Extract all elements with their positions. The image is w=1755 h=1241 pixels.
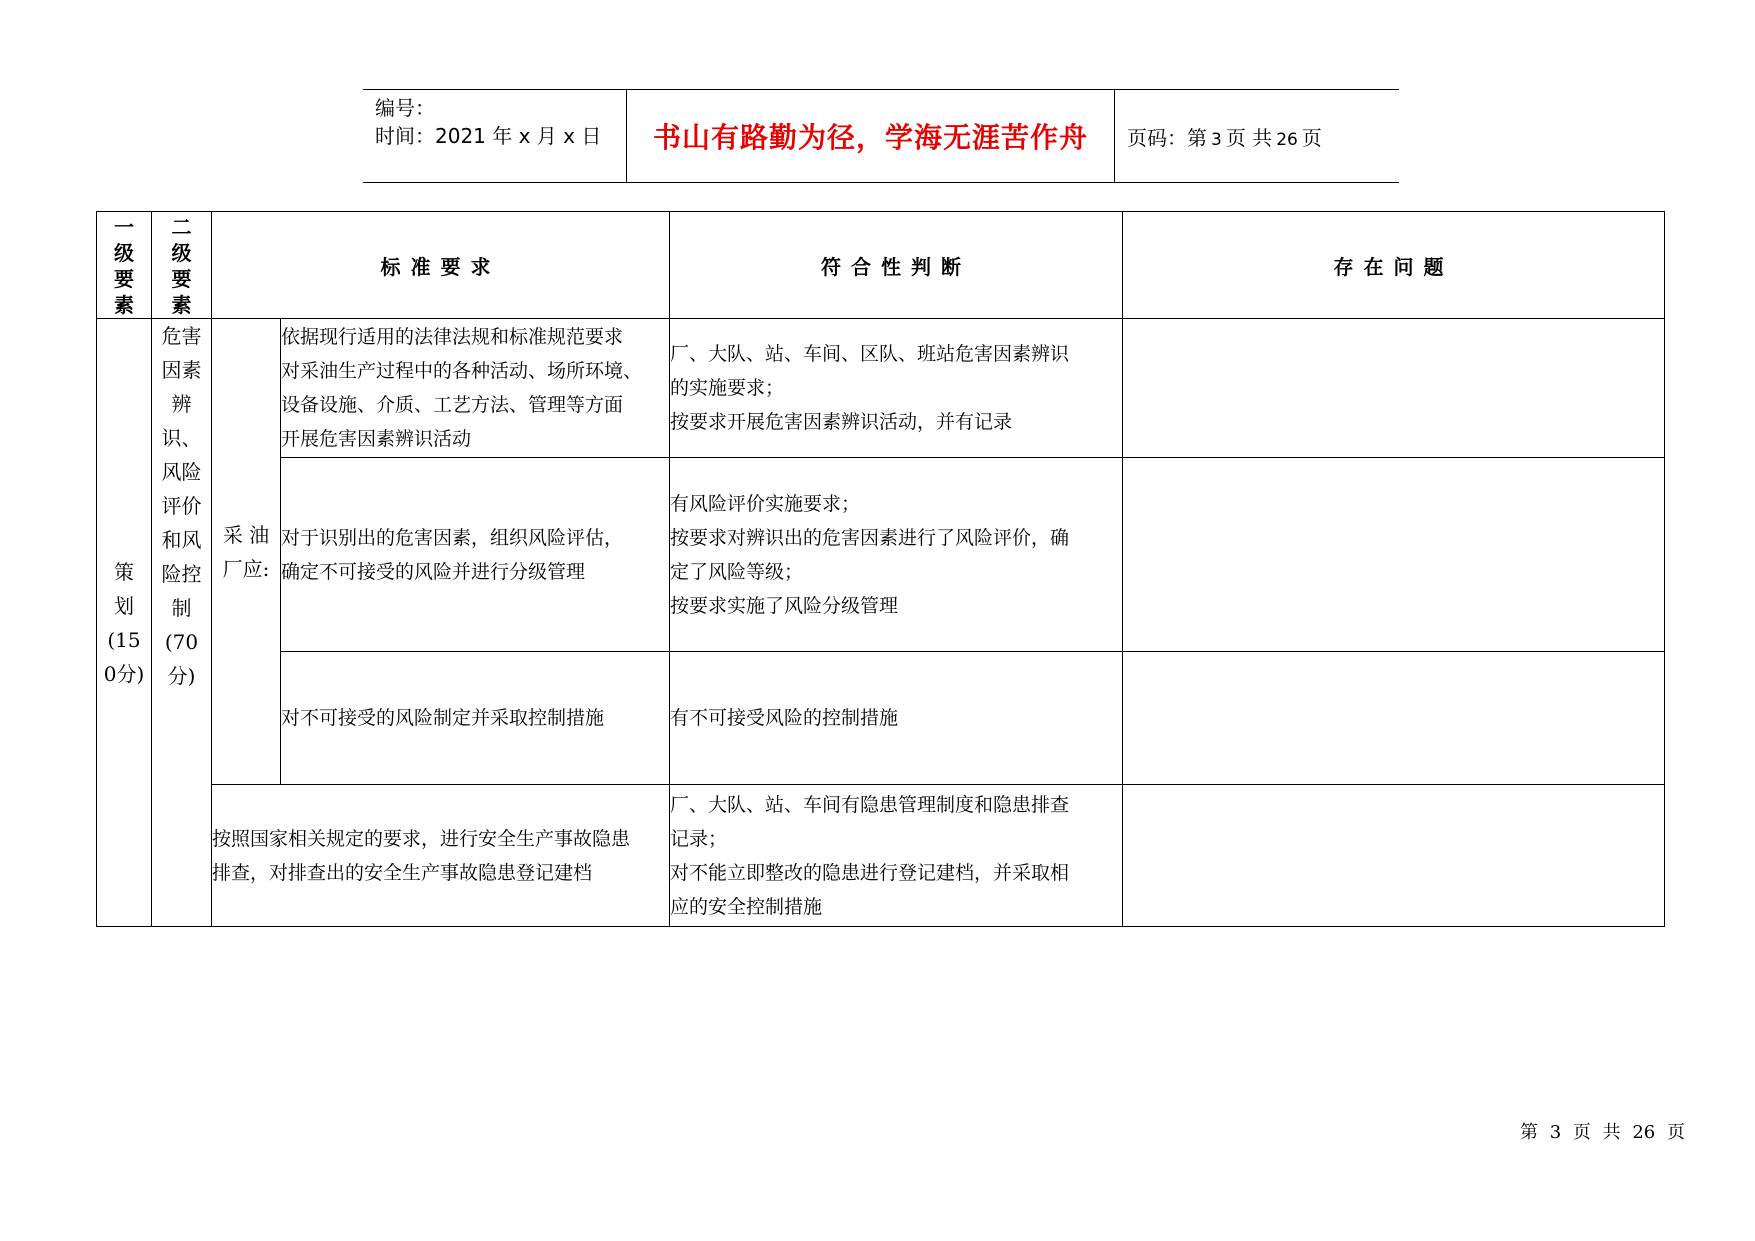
- subject-prefix-cell: 采 油 厂应:: [212, 319, 281, 785]
- issue-cell: [1123, 458, 1665, 652]
- table-row: [97, 785, 1665, 927]
- standard-cell: 对不可接受的风险制定并采取控制措施: [281, 652, 670, 785]
- page-indicator: 页码：第 3 页 共 26 页: [1127, 125, 1322, 150]
- motto-text: 书山有路勤为径，学海无涯苦作舟: [652, 121, 1088, 154]
- issue-cell: [1123, 652, 1665, 785]
- document-date: 时间：2021 年 x 月 x 日: [375, 124, 602, 148]
- table-row: [97, 652, 1665, 785]
- table-row: [97, 458, 1665, 652]
- issue-cell: [1123, 785, 1665, 927]
- issue-cell: [1123, 319, 1665, 458]
- conformity-cell: 有不可接受风险的控制措施: [670, 652, 1123, 785]
- document-header: [363, 89, 1399, 183]
- standard-cell: 依据现行适用的法律法规和标准规范要求 对采油生产过程中的各种活动、场所环境、 设备设施、介质、工艺方法、管理等方面 开展危害因素辨识活动: [281, 319, 670, 458]
- conformity-cell: 厂、大队、站、车间有隐患管理制度和隐患排查 记录； 对不能立即整改的隐患进行登记建档，并采取相 应的安全控制措施: [670, 785, 1123, 927]
- level1-element-cell: 策 划 (15 0分): [97, 319, 152, 927]
- header-conformity-judgment: 符合性判断: [670, 212, 1123, 319]
- standard-requirements-table: [96, 211, 1665, 927]
- standard-cell: 按照国家相关规定的要求，进行安全生产事故隐患 排查，对排查出的安全生产事故隐患登记建档: [212, 785, 670, 927]
- page-current: 3: [1211, 129, 1222, 150]
- header-existing-issues: 存在问题: [1123, 212, 1665, 319]
- header-motto-cell: [627, 90, 1115, 182]
- table-header-row: [97, 212, 1665, 319]
- header-page-cell: [1115, 90, 1399, 182]
- table-row: [97, 319, 1665, 458]
- conformity-cell: 厂、大队、站、车间、区队、班站危害因素辨识 的实施要求； 按要求开展危害因素辨识活动，并有记录: [670, 319, 1123, 458]
- header-info-cell: [363, 90, 627, 182]
- header-level2-element: 二 级 要 素: [152, 212, 212, 319]
- conformity-cell: 有风险评价实施要求； 按要求对辨识出的危害因素进行了风险评价，确 定了风险等级； 按要求实施了风险分级管理: [670, 458, 1123, 652]
- header-level1-element: 一 级 要 素: [97, 212, 152, 319]
- document-number-label: 编号：: [375, 96, 435, 120]
- page-total: 26: [1276, 129, 1298, 150]
- level2-element-cell: 危害 因素 辨识、 风险 评价 和风 险控 制 (70 分): [152, 319, 212, 927]
- page-footer: 第 3 页 共 26 页: [1520, 1122, 1685, 1143]
- header-standard-requirements: 标准要求: [212, 212, 670, 319]
- standard-cell: 对于识别出的危害因素，组织风险评估， 确定不可接受的风险并进行分级管理: [281, 458, 670, 652]
